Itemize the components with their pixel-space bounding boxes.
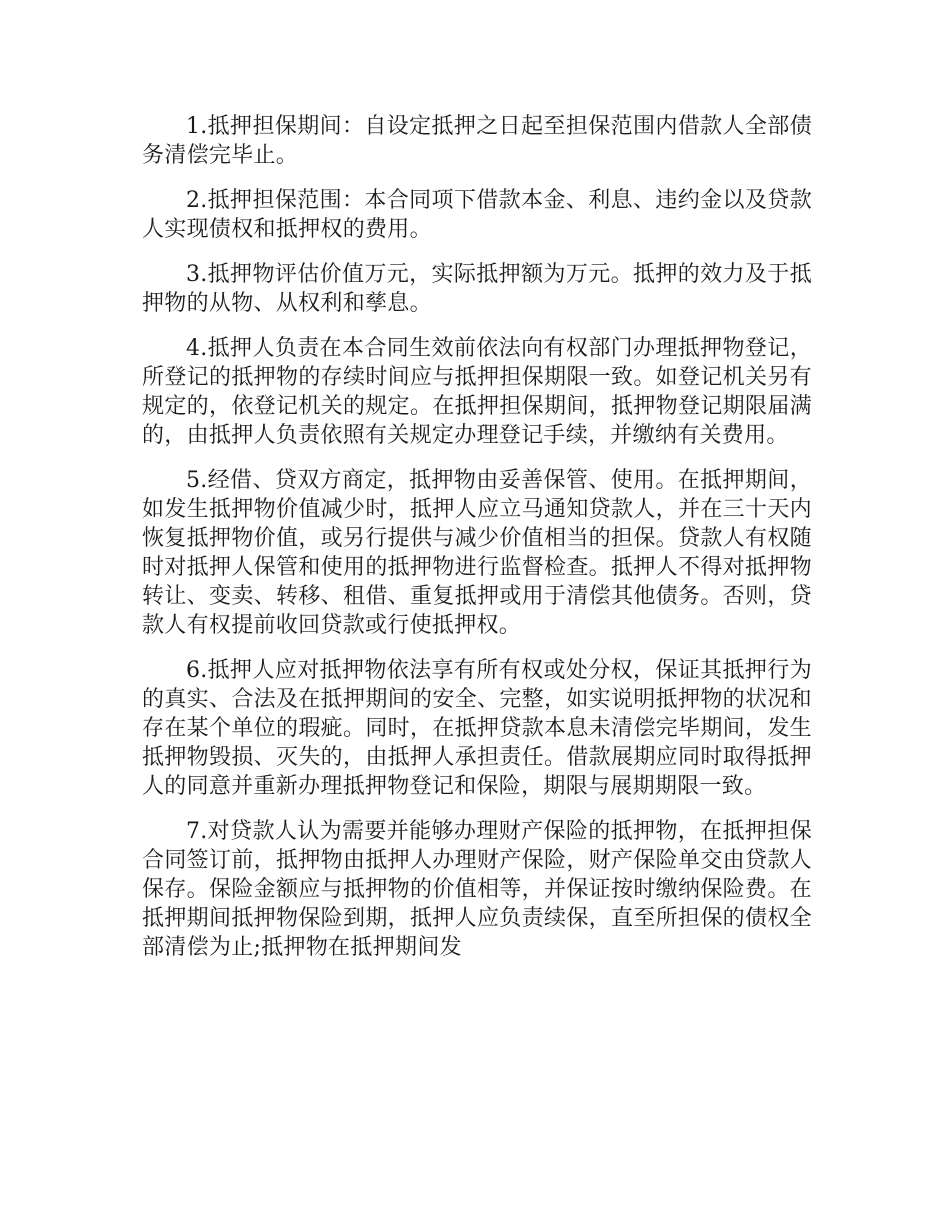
clause-6-paragraph: 6.抵押人应对抵押物依法享有所有权或处分权，保证其抵押行为的真实、合法及在抵押期间的安全、完整，如实说明抵押物的状况和存在某个单位的瑕疵。同时，在抵押贷款本息未清偿完毕期间，发生抵押物毁损、灭失的，由抵押人承担责任。借款展期应同时取得抵押人的同意并重新办理抵押物登记和保险，期限与展期期限一致。: [142, 658, 812, 799]
clause-2-paragraph: 2.抵押担保范围：本合同项下借款本金、利息、违约金以及贷款人实现债权和抵押权的费用。: [142, 188, 812, 242]
clause-7-paragraph: 7.对贷款人认为需要并能够办理财产保险的抵押物，在抵押担保合同签订前，抵押物由抵押人办理财产保险，财产保险单交由贷款人保存。保险金额应与抵押物的价值相等，并保证按时缴纳保险费。在抵押期间抵押物保险到期，抵押人应负责续保，直至所担保的债权全部清偿为止;抵押物在抵押期间发: [142, 819, 812, 960]
clause-4-paragraph: 4.抵押人负责在本合同生效前依法向有权部门办理抵押物登记，所登记的抵押物的存续时间应与抵押担保期限一致。如登记机关另有规定的，依登记机关的规定。在抵押担保期间，抵押物登记期限届满的，由抵押人负责依照有关规定办理登记手续，并缴纳有关费用。: [142, 336, 812, 448]
clause-3-paragraph: 3.抵押物评估价值万元，实际抵押额为万元。抵押的效力及于抵押物的从物、从权利和孳息。: [142, 262, 812, 316]
clause-5-paragraph: 5.经借、贷双方商定，抵押物由妥善保管、使用。在抵押期间，如发生抵押物价值减少时，抵押人应立马通知贷款人，并在三十天内恢复抵押物价值，或另行提供与减少价值相当的担保。贷款人有权随时对抵押人保管和使用的抵押物进行监督检查。抵押人不得对抵押物转让、变卖、转移、租借、重复抵押或用于清偿其他债务。否则，贷款人有权提前收回贷款或行使抵押权。: [142, 468, 812, 638]
clause-1-paragraph: 1.抵押担保期间：自设定抵押之日起至担保范围内借款人全部债务清偿完毕止。: [142, 114, 812, 168]
document-body: [142, 112, 812, 978]
